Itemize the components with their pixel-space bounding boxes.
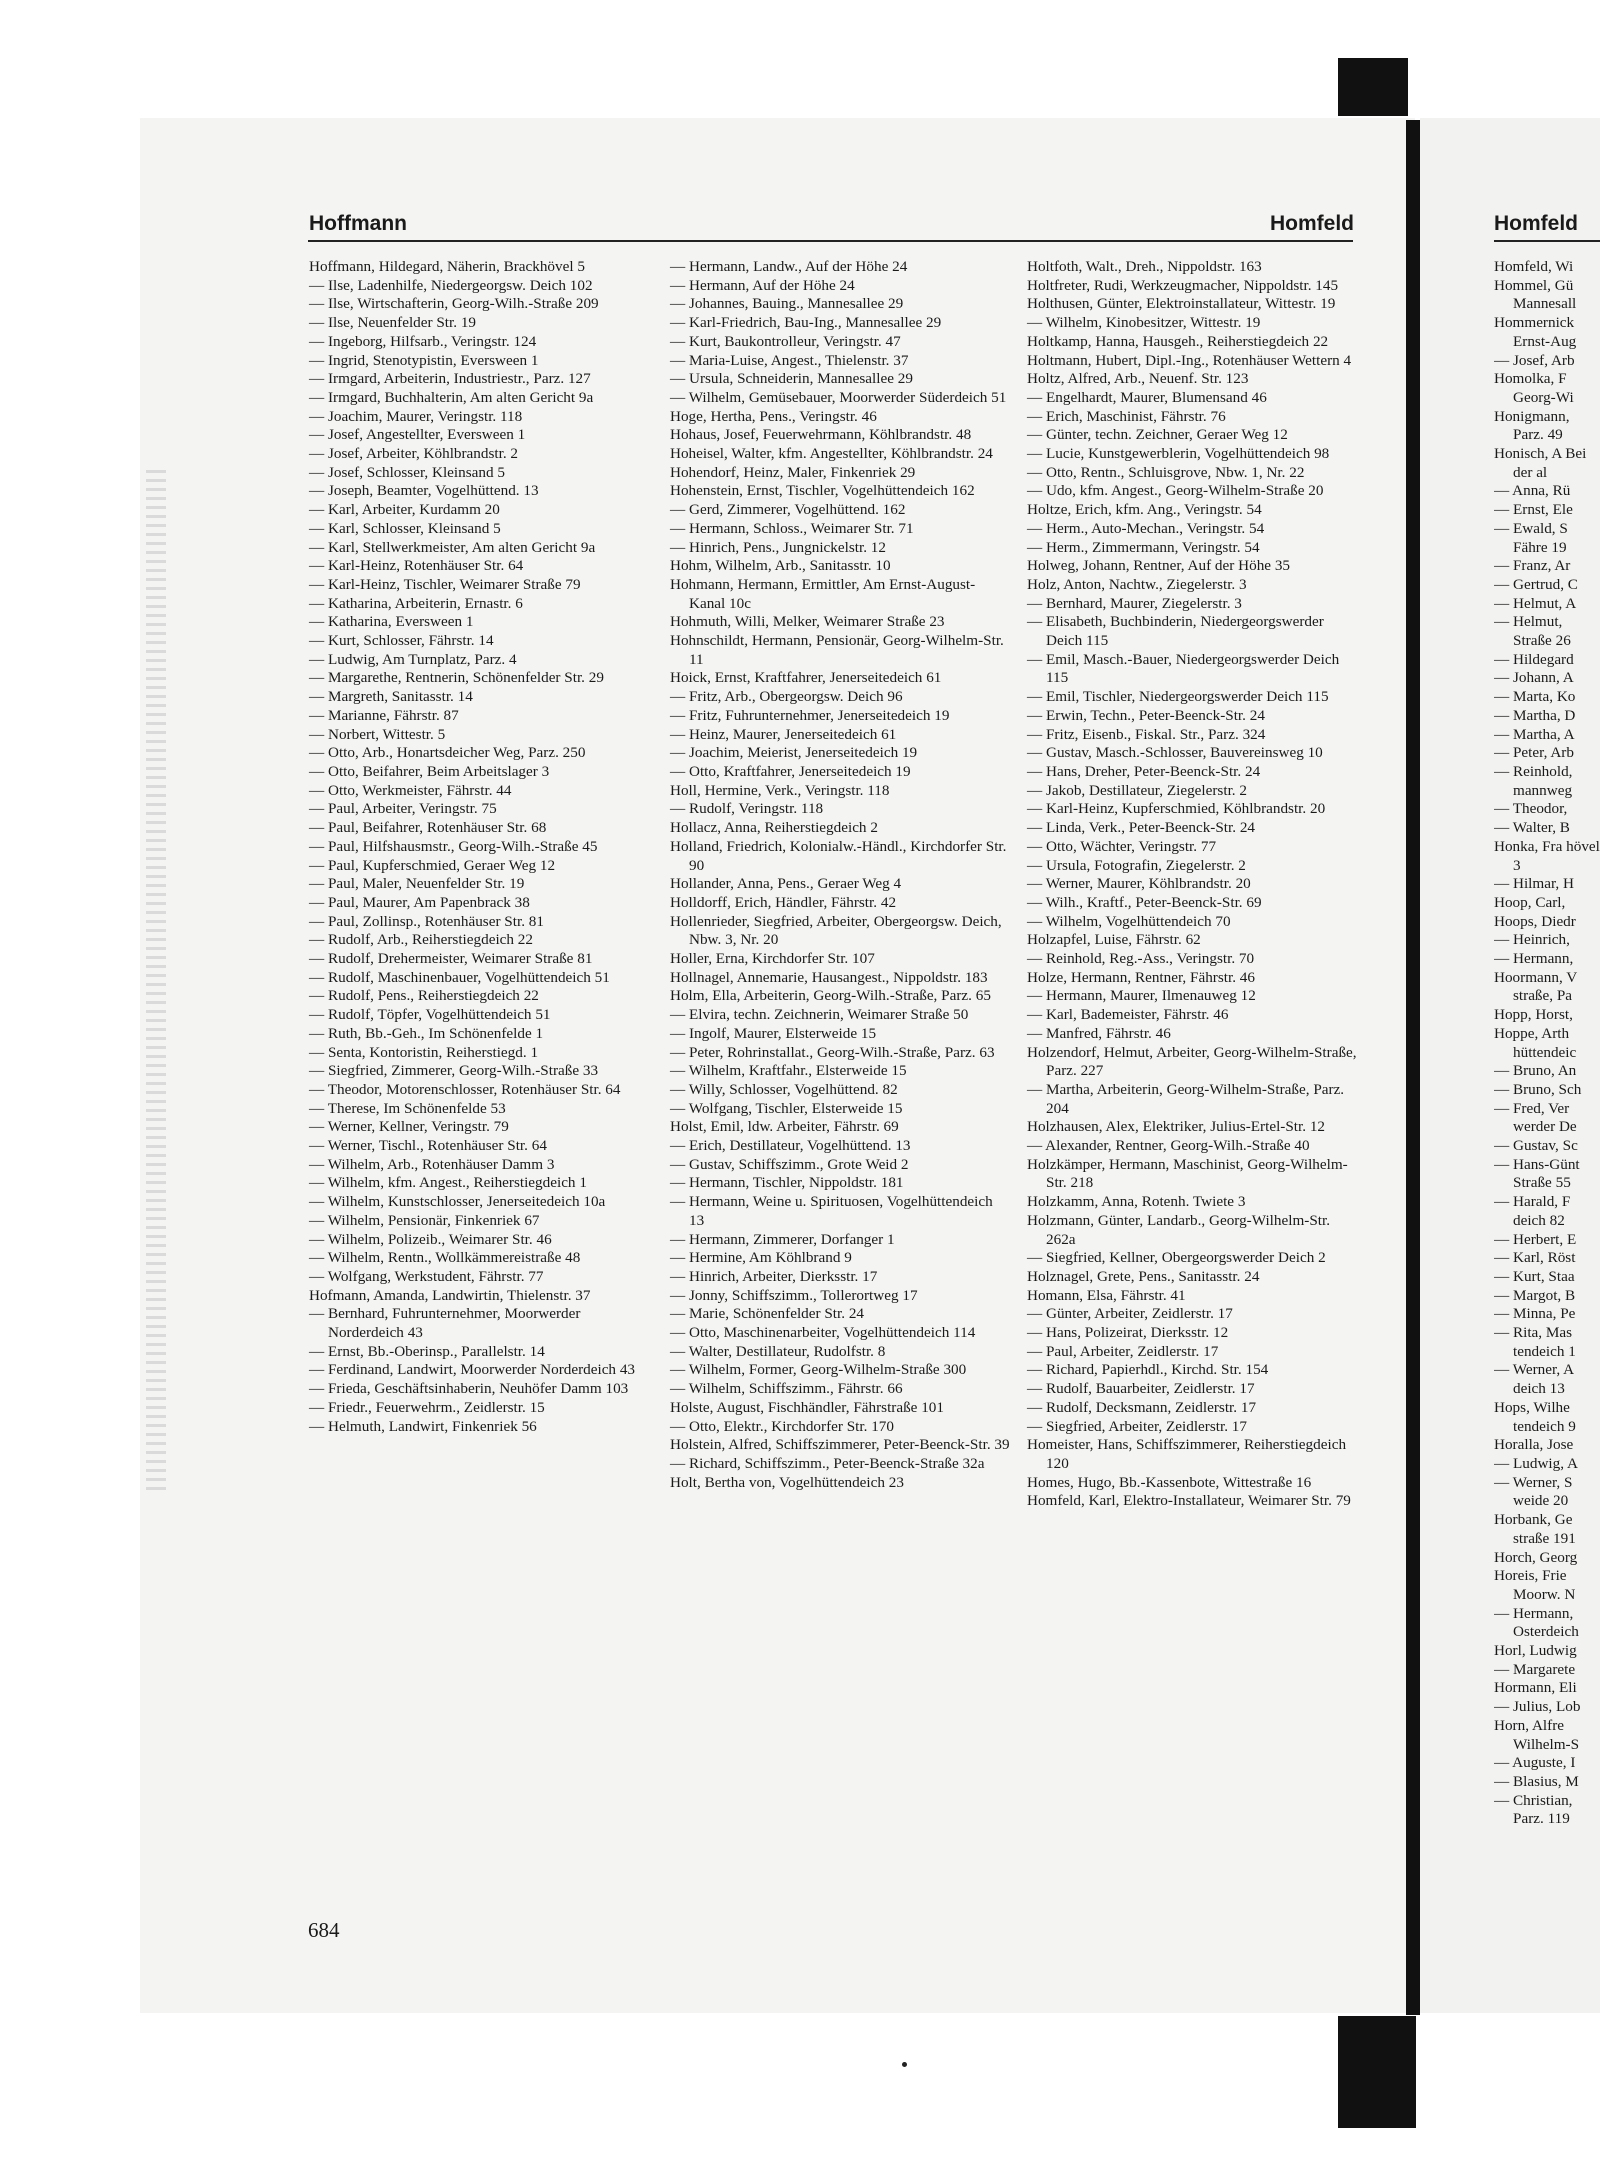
directory-entry: Hoge, Hertha, Pens., Veringstr. 46 [670, 407, 877, 425]
spine-shadow [1406, 120, 1420, 2015]
directory-entry: — Fred, Ver werder De [1494, 1099, 1577, 1136]
directory-entry: — Joachim, Meierist, Jenerseitedeich 19 [670, 744, 918, 762]
directory-entry: — Bruno, An [1494, 1062, 1577, 1080]
directory-entry: Holtfreter, Rudi, Werkzeugmacher, Nippoldstr. 145 [1027, 276, 1339, 294]
directory-entry: — Hans, Polizeirat, Dierksstr. 12 [1027, 1324, 1229, 1342]
directory-entry: — Hermine, Am Köhlbrand 9 [670, 1249, 852, 1267]
directory-entry: — Gerd, Zimmerer, Vogelhüttend. 162 [670, 501, 906, 519]
directory-entry: — Therese, Im Schönenfelde 53 [309, 1099, 506, 1117]
directory-entry: — Ursula, Schneiderin, Mannesallee 29 [670, 370, 913, 388]
directory-entry: Hops, Wilhe tendeich 9 [1494, 1398, 1576, 1435]
directory-entry: — Herm., Zimmermann, Veringstr. 54 [1027, 538, 1260, 556]
directory-entry: — Marta, Ko [1494, 688, 1576, 706]
directory-entry: — Willy, Schlosser, Vogelhüttend. 82 [670, 1080, 898, 1098]
directory-entry: — Ernst, Bb.-Oberinsp., Parallelstr. 14 [309, 1342, 545, 1360]
directory-entry: — Ferdinand, Landwirt, Moorwerder Norderdeich 43 [309, 1361, 636, 1379]
directory-entry: — Hans, Dreher, Peter-Beenck-Str. 24 [1027, 762, 1261, 780]
directory-entry: — Bruno, Sch [1494, 1080, 1582, 1098]
directory-entry: — Hermann, Weine u. Spirituosen, Vogelhüttendeich 13 [670, 1193, 993, 1229]
directory-entry: Holtfoth, Walt., Dreh., Nippoldstr. 163 [1027, 258, 1262, 275]
directory-entry: — Karl, Bademeister, Fährstr. 46 [1027, 1006, 1229, 1024]
directory-entry: — Rudolf, Decksmann, Zeidlerstr. 17 [1027, 1398, 1257, 1416]
directory-entry: — Heinz, Maurer, Jenerseitedeich 61 [670, 725, 897, 743]
directory-entry: Horl, Ludwig [1494, 1642, 1577, 1660]
directory-entry: — Erich, Destillateur, Vogelhüttend. 13 [670, 1137, 911, 1155]
directory-entry: — Paul, Maurer, Am Papenbrack 38 [309, 893, 530, 911]
directory-entry: — Joachim, Maurer, Veringstr. 118 [309, 407, 523, 425]
directory-entry: Hommernick Ernst-Aug [1494, 314, 1577, 350]
directory-entry: — Blasius, M [1494, 1772, 1579, 1790]
directory-entry: — Wilhelm, Schiffszimm., Fährstr. 66 [670, 1380, 903, 1398]
directory-entry: — Josef, Schlosser, Kleinsand 5 [309, 463, 505, 481]
directory-entry: Holzendorf, Helmut, Arbeiter, Georg-Wilhelm-Straße, Parz. 227 [1027, 1043, 1357, 1080]
directory-entry: Hoormann, V straße, Pa [1494, 968, 1577, 1005]
spine-shadow-top [1338, 58, 1408, 116]
directory-entry: — Werner, Kellner, Veringstr. 79 [309, 1118, 509, 1136]
directory-entry: Horeis, Frie Moorw. N [1494, 1567, 1576, 1603]
directory-entry: — Wilhelm, Pensionär, Finkenriek 67 [309, 1211, 540, 1229]
directory-entry: Homeister, Hans, Schiffszimmerer, Reiherstiegdeich 120 [1027, 1436, 1347, 1472]
directory-entry: — Linda, Verk., Peter-Beenck-Str. 24 [1027, 819, 1256, 837]
directory-entry: — Katharina, Arbeiterin, Ernastr. 6 [309, 594, 523, 612]
directory-entry: — Fritz, Eisenb., Fiskal. Str., Parz. 324 [1027, 725, 1266, 743]
directory-entry: — Auguste, I [1494, 1754, 1576, 1772]
directory-entry: — Paul, Maler, Neuenfelder Str. 19 [309, 875, 525, 893]
directory-entry: — Reinhold, mannweg [1494, 762, 1573, 799]
directory-entry: — Ursula, Fotografin, Ziegelerstr. 2 [1027, 856, 1246, 874]
directory-entry: — Senta, Kontoristin, Reiherstiegd. 1 [309, 1043, 539, 1061]
directory-entry: Holland, Friedrich, Kolonialw.-Händl., Kirchdorfer Str. 90 [670, 837, 1007, 874]
directory-entry: Hofmann, Amanda, Landwirtin, Thielenstr. 37 [309, 1286, 591, 1304]
directory-entry: — Jakob, Destillateur, Ziegelerstr. 2 [1027, 781, 1247, 799]
directory-entry: Homfeld, Wi [1494, 258, 1574, 275]
directory-entry: Holstein, Alfred, Schiffszimmerer, Peter-Beenck-Str. 39 [670, 1436, 1010, 1454]
directory-entry: Holt, Bertha von, Vogelhüttendeich 23 [670, 1473, 904, 1491]
directory-entry: Hohmann, Hermann, Ermittler, Am Ernst-August-Kanal 10c [670, 575, 976, 612]
bleed-through-marks [146, 470, 166, 1490]
directory-column-2 [670, 258, 1010, 1492]
directory-entry: — Helmut, A [1494, 594, 1577, 612]
directory-entry: — Martha, D [1494, 706, 1576, 724]
directory-entry: Holtkamp, Hanna, Hausgeh., Reiherstiegdeich 22 [1027, 332, 1329, 350]
directory-entry: — Ilse, Neuenfelder Str. 19 [309, 314, 477, 332]
directory-entry: — Ruth, Bb.-Geh., Im Schönenfelde 1 [309, 1024, 544, 1042]
directory-entry: Horalla, Jose [1494, 1436, 1574, 1454]
directory-entry: — Werner, Tischl., Rotenhäuser Str. 64 [309, 1137, 547, 1155]
directory-entry: Holst, Emil, ldw. Arbeiter, Fährstr. 69 [670, 1118, 899, 1136]
directory-entry: — Ilse, Wirtschafterin, Georg-Wilh.-Straße 209 [309, 295, 599, 313]
directory-entry: — Wilhelm, Rentn., Wollkämmereistraße 48 [309, 1249, 581, 1267]
directory-entry: — Maria-Luise, Angest., Thielenstr. 37 [670, 351, 909, 369]
page-number: 684 [308, 1918, 340, 1942]
directory-entry: — Rudolf, Veringstr. 118 [670, 800, 824, 818]
directory-entry: — Helmut, Straße 26 [1494, 613, 1571, 650]
directory-entry: Holzhausen, Alex, Elektriker, Julius-Ertel-Str. 12 [1027, 1118, 1326, 1136]
directory-entry: Hohenstein, Ernst, Tischler, Vogelhüttendeich 162 [670, 482, 975, 500]
directory-entry: — Karl-Heinz, Tischler, Weimarer Straße 79 [309, 575, 581, 593]
directory-entry: — Wilhelm, Gemüsebauer, Moorwerder Süderdeich 51 [670, 388, 1007, 406]
directory-entry: — Reinhold, Reg.-Ass., Veringstr. 70 [1027, 950, 1255, 968]
directory-entry: — Karl, Schlosser, Kleinsand 5 [309, 519, 501, 537]
directory-column-3 [1027, 258, 1359, 1511]
directory-entry: — Ingolf, Maurer, Elsterweide 15 [670, 1024, 877, 1042]
directory-entry: — Werner, Maurer, Köhlbrandstr. 20 [1027, 875, 1251, 893]
directory-entry: Honka, Fra hövel 3 [1494, 837, 1600, 874]
directory-entry: — Irmgard, Buchhalterin, Am alten Gericht 9a [309, 388, 594, 406]
directory-entry: — Gustav, Masch.-Schlosser, Bauvereinsweg 10 [1027, 744, 1323, 762]
directory-entry: — Jonny, Schiffszimm., Tollerortweg 17 [670, 1286, 918, 1304]
directory-entry: — Peter, Rohrinstallat., Georg-Wilh.-Straße, Parz. 63 [670, 1043, 995, 1061]
spine-shadow-bottom [1338, 2016, 1416, 2128]
directory-entry: Holze, Hermann, Rentner, Fährstr. 46 [1027, 968, 1255, 986]
directory-entry: Hollnagel, Annemarie, Hausangest., Nippoldstr. 183 [670, 968, 988, 986]
running-head-left: Hoffmann [309, 212, 407, 235]
directory-entry: Hollacz, Anna, Reiherstiegdeich 2 [670, 819, 878, 837]
directory-entry: — Theodor, Motorenschlosser, Rotenhäuser Str. 64 [309, 1080, 621, 1098]
directory-entry: Holthusen, Günter, Elektroinstallateur, Wittestr. 19 [1027, 295, 1336, 313]
directory-entry: — Rudolf, Maschinenbauer, Vogelhüttendeich 51 [309, 968, 610, 986]
directory-entry: — Otto, Arb., Honartsdeicher Weg, Parz. 250 [309, 744, 586, 762]
directory-entry: — Wilh., Kraftf., Peter-Beenck-Str. 69 [1027, 893, 1262, 911]
directory-entry: — Engelhardt, Maurer, Blumensand 46 [1027, 388, 1267, 406]
directory-entry: — Ewald, S Fähre 19 [1494, 519, 1568, 556]
right-page-running-head: Homfeld [1494, 212, 1578, 235]
directory-entry: Holtz, Alfred, Arb., Neuenf. Str. 123 [1027, 370, 1249, 388]
directory-entry: — Wilhelm, kfm. Angest., Reiherstiegdeich 1 [309, 1174, 587, 1192]
directory-entry: — Alexander, Rentner, Georg-Wilh.-Straße 40 [1027, 1137, 1310, 1155]
directory-entry: Hommel, Gü Mannesall [1494, 276, 1577, 313]
directory-entry: Holznagel, Grete, Pens., Sanitasstr. 24 [1027, 1267, 1260, 1285]
directory-entry: — Günter, Arbeiter, Zeidlerstr. 17 [1027, 1305, 1233, 1323]
directory-entry: — Margreth, Sanitasstr. 14 [309, 688, 473, 706]
running-head-right: Homfeld [1270, 212, 1354, 235]
directory-entry: — Josef, Angestellter, Eversween 1 [309, 426, 526, 444]
header-rule [308, 240, 1353, 242]
directory-entry: — Norbert, Wittestr. 5 [309, 725, 446, 743]
directory-entry: — Rudolf, Bauarbeiter, Zeidlerstr. 17 [1027, 1380, 1255, 1398]
directory-entry: Hohendorf, Heinz, Maler, Finkenriek 29 [670, 463, 916, 481]
directory-entry: — Wilhelm, Arb., Rotenhäuser Damm 3 [309, 1155, 555, 1173]
right-page-column [1494, 258, 1600, 1829]
directory-entry: — Friedr., Feuerwehrm., Zeidlerstr. 15 [309, 1398, 545, 1416]
directory-entry: Hollander, Anna, Pens., Geraer Weg 4 [670, 875, 902, 893]
directory-entry: — Harald, F deich 82 [1494, 1193, 1571, 1229]
directory-entry: — Marianne, Fährstr. 87 [309, 706, 459, 724]
directory-entry: — Hermann, Auf der Höhe 24 [670, 276, 855, 294]
directory-entry: — Heinrich, [1494, 931, 1570, 949]
directory-entry: — Kurt, Baukontrolleur, Veringstr. 47 [670, 332, 901, 350]
directory-entry: Hopp, Horst, [1494, 1006, 1573, 1024]
directory-entry: — Marie, Schönenfelder Str. 24 [670, 1305, 865, 1323]
directory-entry: — Hans-Günt Straße 55 [1494, 1155, 1580, 1192]
directory-entry: — Elvira, techn. Zeichnerin, Weimarer Straße 50 [670, 1006, 969, 1024]
directory-entry: — Ingeborg, Hilfsarb., Veringstr. 124 [309, 332, 537, 350]
directory-entry: — Richard, Papierhdl., Kirchd. Str. 154 [1027, 1361, 1269, 1379]
directory-entry: — Rudolf, Töpfer, Vogelhüttendeich 51 [309, 1006, 551, 1024]
directory-entry: — Herm., Auto-Mechan., Veringstr. 54 [1027, 519, 1265, 537]
directory-entry: — Bernhard, Maurer, Ziegelerstr. 3 [1027, 594, 1242, 612]
directory-entry: — Josef, Arb [1494, 351, 1575, 369]
directory-entry: — Kurt, Schlosser, Fährstr. 14 [309, 632, 494, 650]
directory-entry: — Paul, Zollinsp., Rotenhäuser Str. 81 [309, 912, 544, 930]
directory-entry: — Rudolf, Drehermeister, Weimarer Straße 81 [309, 950, 593, 968]
directory-entry: — Hermann, Maurer, Ilmenauweg 12 [1027, 987, 1256, 1005]
directory-entry: — Hilmar, H [1494, 875, 1574, 893]
directory-entry: Hormann, Eli [1494, 1679, 1577, 1697]
directory-entry: Holtmann, Hubert, Dipl.-Ing., Rotenhäuser Wettern 4 [1027, 351, 1352, 369]
directory-entry: Homfeld, Karl, Elektro-Installateur, Weimarer Str. 79 [1027, 1492, 1351, 1510]
directory-entry: — Otto, Kraftfahrer, Jenerseitedeich 19 [670, 762, 911, 780]
directory-entry: Holweg, Johann, Rentner, Auf der Höhe 35 [1027, 557, 1291, 575]
directory-entry: — Katharina, Eversween 1 [309, 613, 474, 631]
directory-entry: — Hildegard [1494, 650, 1574, 668]
directory-entry: — Fritz, Arb., Obergeorgsw. Deich 96 [670, 688, 903, 706]
directory-entry: Holste, August, Fischhändler, Fährstraße 101 [670, 1398, 944, 1416]
directory-entry: — Günter, techn. Zeichner, Geraer Weg 12 [1027, 426, 1288, 444]
directory-entry: — Hermann, [1494, 950, 1574, 968]
directory-entry: — Frieda, Geschäftsinhaberin, Neuhöfer Damm 103 [309, 1380, 629, 1398]
directory-entry: — Wilhelm, Former, Georg-Wilhelm-Straße 300 [670, 1361, 967, 1379]
directory-entry: — Hermann, Landw., Auf der Höhe 24 [670, 258, 908, 275]
directory-entry: — Kurt, Staa [1494, 1267, 1575, 1285]
directory-entry: — Gustav, Sc [1494, 1137, 1578, 1155]
directory-entry: — Karl-Heinz, Rotenhäuser Str. 64 [309, 557, 524, 575]
directory-entry: — Ernst, Ele [1494, 501, 1573, 519]
directory-entry: — Erwin, Techn., Peter-Beenck-Str. 24 [1027, 706, 1265, 724]
directory-entry: — Paul, Arbeiter, Veringstr. 75 [309, 800, 497, 818]
directory-entry: — Emil, Masch.-Bauer, Niedergeorgswerder Deich 115 [1027, 650, 1340, 687]
directory-entry: — Walter, B [1494, 819, 1570, 837]
directory-entry: Hohnschildt, Hermann, Pensionär, Georg-Wilhelm-Str. 11 [670, 632, 1004, 668]
directory-entry: — Fritz, Fuhrunternehmer, Jenerseitedeich 19 [670, 706, 950, 724]
directory-entry: Hoppe, Arth hüttendeic [1494, 1024, 1577, 1061]
directory-entry: — Anna, Rü [1494, 482, 1571, 500]
directory-entry: — Siegfried, Arbeiter, Zeidlerstr. 17 [1027, 1417, 1247, 1435]
directory-entry: — Karl-Friedrich, Bau-Ing., Mannesallee 29 [670, 314, 942, 332]
directory-entry: — Werner, A deich 13 [1494, 1361, 1574, 1398]
directory-entry: — Udo, kfm. Angest., Georg-Wilhelm-Straße 20 [1027, 482, 1324, 500]
directory-entry: — Josef, Arbeiter, Köhlbrandstr. 2 [309, 445, 519, 463]
directory-entry: Holzmann, Günter, Landarb., Georg-Wilhelm-Str. 262a [1027, 1211, 1331, 1248]
directory-entry: Hohmuth, Willi, Melker, Weimarer Straße 23 [670, 613, 945, 631]
directory-entry: Holl, Hermine, Verk., Veringstr. 118 [670, 781, 890, 799]
directory-entry: — Margot, B [1494, 1286, 1576, 1304]
directory-entry: — Otto, Beifahrer, Beim Arbeitslager 3 [309, 762, 550, 780]
directory-entry: — Herbert, E [1494, 1230, 1577, 1248]
directory-entry: — Ludwig, Am Turnplatz, Parz. 4 [309, 650, 517, 668]
directory-entry: — Otto, Maschinenarbeiter, Vogelhüttendeich 114 [670, 1324, 976, 1342]
directory-entry: Hoick, Ernst, Kraftfahrer, Jenerseitedeich 61 [670, 669, 942, 687]
directory-entry: Hoop, Carl, [1494, 893, 1566, 911]
directory-entry: — Peter, Arb [1494, 744, 1574, 762]
directory-entry: — Wolfgang, Werkstudent, Fährstr. 77 [309, 1267, 544, 1285]
directory-entry: — Richard, Schiffszimm., Peter-Beenck-Straße 32a [670, 1455, 985, 1472]
directory-entry: — Irmgard, Arbeiterin, Industriestr., Parz. 127 [309, 370, 591, 388]
directory-entry: — Otto, Werkmeister, Fährstr. 44 [309, 781, 512, 799]
directory-entry: — Christian, Parz. 119 [1494, 1791, 1573, 1828]
directory-entry: Horbank, Ge straße 191 [1494, 1511, 1576, 1547]
page-speck [902, 2062, 907, 2067]
directory-entry: — Karl-Heinz, Kupferschmied, Köhlbrandstr. 20 [1027, 800, 1326, 818]
directory-entry: — Rudolf, Pens., Reiherstiegdeich 22 [309, 987, 539, 1005]
directory-entry: — Ilse, Ladenhilfe, Niedergeorgsw. Deich 102 [309, 276, 593, 294]
directory-entry: — Minna, Pe [1494, 1305, 1576, 1323]
directory-entry: — Karl, Stellwerkmeister, Am alten Gericht 9a [309, 538, 596, 556]
directory-entry: — Wilhelm, Kunstschlosser, Jenerseitedeich 10a [309, 1193, 606, 1211]
directory-entry: — Martha, Arbeiterin, Georg-Wilhelm-Straße, Parz. 204 [1027, 1080, 1345, 1117]
directory-entry: — Wilhelm, Polizeib., Weimarer Str. 46 [309, 1230, 552, 1248]
directory-entry: — Helmuth, Landwirt, Finkenriek 56 [309, 1417, 537, 1435]
directory-entry: Holz, Anton, Nachtw., Ziegelerstr. 3 [1027, 575, 1247, 593]
directory-entry: — Franz, Ar [1494, 557, 1571, 575]
directory-entry: — Emil, Tischler, Niedergeorgswerder Deich 115 [1027, 688, 1329, 706]
directory-entry: — Martha, A [1494, 725, 1575, 743]
directory-entry: — Wilhelm, Kraftfahr., Elsterweide 15 [670, 1062, 907, 1080]
directory-entry: — Otto, Wächter, Veringstr. 77 [1027, 837, 1217, 855]
directory-entry: — Wolfgang, Tischler, Elsterweide 15 [670, 1099, 903, 1117]
directory-entry: — Hermann, Osterdeich [1494, 1604, 1579, 1641]
directory-entry: — Rita, Mas tendeich 1 [1494, 1324, 1576, 1360]
directory-entry: Homes, Hugo, Bb.-Kassenbote, Wittestraße 16 [1027, 1473, 1312, 1491]
directory-entry: — Siegfried, Zimmerer, Georg-Wilh.-Straße 33 [309, 1062, 599, 1080]
directory-entry: Hohaus, Josef, Feuerwehrmann, Köhlbrandstr. 48 [670, 426, 972, 444]
directory-entry: — Karl, Arbeiter, Kurdamm 20 [309, 501, 500, 519]
directory-entry: — Hinrich, Pens., Jungnickelstr. 12 [670, 538, 886, 556]
directory-entry: — Karl, Röst [1494, 1249, 1576, 1267]
directory-entry: Honigmann, Parz. 49 [1494, 407, 1570, 444]
directory-entry: — Gertrud, C [1494, 575, 1578, 593]
directory-entry: Homann, Elsa, Fährstr. 41 [1027, 1286, 1186, 1304]
directory-entry: — Johann, A [1494, 669, 1574, 687]
directory-entry: — Paul, Beifahrer, Rotenhäuser Str. 68 [309, 819, 547, 837]
directory-entry: Hoops, Diedr [1494, 912, 1576, 930]
directory-entry: — Gustav, Schiffszimm., Grote Weid 2 [670, 1155, 909, 1173]
directory-entry: Holzkämper, Hermann, Maschinist, Georg-Wilhelm-Str. 218 [1027, 1155, 1348, 1192]
directory-entry: — Hermann, Tischler, Nippoldstr. 181 [670, 1174, 904, 1192]
directory-entry: — Wilhelm, Kinobesitzer, Wittestr. 19 [1027, 314, 1261, 332]
directory-entry: — Joseph, Beamter, Vogelhüttend. 13 [309, 482, 539, 500]
directory-entry: Holler, Erna, Kirchdorfer Str. 107 [670, 950, 875, 968]
directory-entry: Hoffmann, Hildegard, Näherin, Brackhövel 5 [309, 258, 585, 275]
directory-entry: — Hinrich, Arbeiter, Dierksstr. 17 [670, 1267, 878, 1285]
directory-entry: Hoheisel, Walter, kfm. Angestellter, Köhlbrandstr. 24 [670, 445, 993, 463]
directory-entry: Hollenrieder, Siegfried, Arbeiter, Obergeorgsw. Deich, Nbw. 3, Nr. 20 [670, 912, 1002, 949]
directory-entry: — Paul, Hilfshausmstr., Georg-Wilh.-Straße 45 [309, 837, 598, 855]
directory-entry: Horch, Georg [1494, 1548, 1578, 1566]
directory-entry: — Bernhard, Fuhrunternehmer, Moorwerder Norderdeich 43 [309, 1305, 581, 1342]
directory-entry: — Rudolf, Arb., Reiherstiegdeich 22 [309, 931, 533, 949]
directory-entry: — Ludwig, A [1494, 1455, 1578, 1472]
directory-column-1 [309, 258, 657, 1436]
directory-entry: Homolka, F Georg-Wi [1494, 370, 1574, 406]
directory-entry: Hohm, Wilhelm, Arb., Sanitasstr. 10 [670, 557, 891, 575]
directory-entry: — Hermann, Zimmerer, Dorfanger 1 [670, 1230, 895, 1248]
directory-entry: — Elisabeth, Buchbinderin, Niedergeorgswerder Deich 115 [1027, 613, 1324, 650]
directory-entry: — Margarethe, Rentnerin, Schönenfelder Str. 29 [309, 669, 604, 687]
directory-entry: Holzkamm, Anna, Rotenh. Twiete 3 [1027, 1193, 1246, 1211]
directory-entry: Honisch, A Bei der al [1494, 445, 1587, 481]
directory-entry: — Manfred, Fährstr. 46 [1027, 1024, 1171, 1042]
directory-entry: — Ingrid, Stenotypistin, Eversween 1 [309, 351, 539, 369]
directory-entry: — Hermann, Schloss., Weimarer Str. 71 [670, 519, 914, 537]
directory-entry: — Theodor, [1494, 800, 1568, 818]
directory-entry: Holm, Ella, Arbeiterin, Georg-Wilh.-Straße, Parz. 65 [670, 987, 991, 1005]
directory-entry: — Lucie, Kunstgewerblerin, Vogelhüttendeich 98 [1027, 445, 1330, 463]
directory-entry: — Johannes, Bauing., Mannesallee 29 [670, 295, 904, 313]
directory-entry: — Otto, Rentn., Schluisgrove, Nbw. 1, Nr. 22 [1027, 463, 1305, 481]
directory-entry: — Julius, Lob [1494, 1698, 1581, 1716]
directory-entry: Holldorff, Erich, Händler, Fährstr. 42 [670, 893, 897, 911]
directory-entry: Holzapfel, Luise, Fährstr. 62 [1027, 931, 1201, 949]
directory-entry: — Paul, Kupferschmied, Geraer Weg 12 [309, 856, 556, 874]
directory-entry: Horn, Alfre Wilhelm-S [1494, 1716, 1580, 1753]
directory-entry: — Siegfried, Kellner, Obergeorgswerder Deich 2 [1027, 1249, 1326, 1267]
directory-entry: — Wilhelm, Vogelhüttendeich 70 [1027, 912, 1231, 930]
directory-entry: Holtze, Erich, kfm. Ang., Veringstr. 54 [1027, 501, 1262, 519]
directory-entry: — Erich, Maschinist, Fährstr. 76 [1027, 407, 1226, 425]
directory-entry: — Otto, Elektr., Kirchdorfer Str. 170 [670, 1417, 894, 1435]
directory-entry: — Werner, S weide 20 [1494, 1473, 1573, 1510]
directory-entry: — Walter, Destillateur, Rudolfstr. 8 [670, 1342, 886, 1360]
right-page-header-rule [1494, 240, 1600, 242]
directory-entry: — Margarete [1494, 1660, 1576, 1678]
directory-entry: — Paul, Arbeiter, Zeidlerstr. 17 [1027, 1342, 1219, 1360]
